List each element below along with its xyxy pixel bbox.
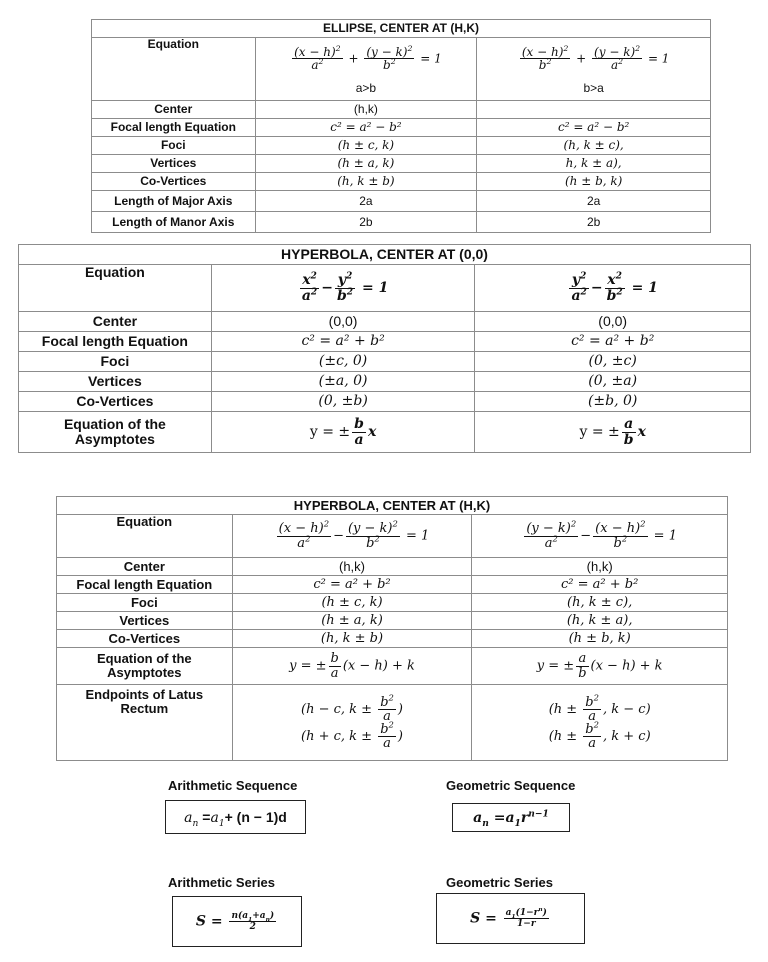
hyp0-covertices-b: (±b, 0) (475, 392, 751, 412)
geometric-sequence-formula: $a_n =a_1r^{n-1}$ (452, 803, 570, 832)
ellipse-minor-b: 2b (477, 212, 711, 233)
hyphk-focal-b: c² = a² + b² (472, 576, 728, 594)
hyphk-latus-label: Endpoints of Latus Rectum (57, 685, 233, 761)
hyp0-focal-b: c² = a² + b² (475, 332, 751, 352)
ellipse-minor-label: Length of Manor Axis (92, 212, 256, 233)
hyphk-latus-b: (h ± $\frac{b^2}{a}$ , k − c) (h ± $\frac{b^2}{a}$ , k + c) (472, 685, 728, 761)
ellipse-equation-a: $\frac{(x - h)^2}{a^2}$ + $\frac{(y - k)^2}{b^2}$ = 1 a>b (255, 38, 477, 101)
hyp0-foci-label: Foci (19, 352, 212, 372)
ellipse-foci-b: (h, k ± c), (477, 137, 711, 155)
hyphk-foci-a: (h ± c, k) (232, 594, 472, 612)
hyphk-equation-a: $\frac{(x - h)^2}{a^2}$ − $\frac{(y - k)^2}{b^2}$ = 1 (232, 515, 472, 558)
hyp0-covertices-a: (0, ±b) (211, 392, 475, 412)
hyphk-covertices-b: (h ± b, k) (472, 630, 728, 648)
hyp0-covertices-label: Co-Vertices (19, 392, 212, 412)
arithmetic-sequence-label: Arithmetic Sequence (168, 778, 298, 793)
ellipse-vertices-a: (h ± a, k) (255, 155, 477, 173)
ellipse-major-a: 2a (255, 191, 477, 212)
hyp0-focal-label: Focal length Equation (19, 332, 212, 352)
hyphk-focal-label: Focal length Equation (57, 576, 233, 594)
hyp0-center-label: Center (19, 312, 212, 332)
arithmetic-series-formula: S = $\frac{n(a_1+a_n)}{2}$ (172, 896, 302, 947)
hyp0-center-b: (0,0) (475, 312, 751, 332)
ellipse-center-a: (h,k) (255, 101, 477, 119)
hyphk-vertices-b: (h, k ± a), (472, 612, 728, 630)
geometric-series-formula: S = $\frac{a_1(1-r^n)}{1-r}$ (436, 893, 585, 944)
arithmetic-series-label: Arithmetic Series (168, 875, 275, 890)
hyphk-focal-a: c² = a² + b² (232, 576, 472, 594)
hyp0-center-a: (0,0) (211, 312, 475, 332)
hyp0-focal-a: c² = a² + b² (211, 332, 475, 352)
hyphk-center-a: (h,k) (232, 558, 472, 576)
hyp0-vertices-a: (±a, 0) (211, 372, 475, 392)
ellipse-cond-b: b>a (583, 80, 604, 95)
hyp0-title: HYPERBOLA, CENTER AT (0,0) (19, 245, 751, 265)
hyphk-asymptotes-b: y = ± $\frac{a}{b}$ (x − h) + k (472, 648, 728, 685)
ellipse-major-label: Length of Major Axis (92, 191, 256, 212)
hyp0-foci-b: (0, ±c) (475, 352, 751, 372)
hyp0-vertices-label: Vertices (19, 372, 212, 392)
ellipse-vertices-label: Vertices (92, 155, 256, 173)
ellipse-center-b (477, 101, 711, 119)
ellipse-covertices-label: Co-Vertices (92, 173, 256, 191)
hyphk-title: HYPERBOLA, CENTER AT (H,K) (57, 497, 728, 515)
hyp0-equation-b: $\frac{y^2}{a^2}$ − $\frac{x^2}{b^2}$ = 1 (475, 265, 751, 312)
hyphk-center-b: (h,k) (472, 558, 728, 576)
hyp0-asymptotes-b: y = ± $\frac{a}{b}$ x (475, 412, 751, 453)
hyphk-equation-b: $\frac{(y - k)^2}{a^2}$ − $\frac{(x - h)^2}{b^2}$ = 1 (472, 515, 728, 558)
ellipse-vertices-b: h, k ± a), (477, 155, 711, 173)
ellipse-foci-a: (h ± c, k) (255, 137, 477, 155)
hyphk-latus-a: (h − c, k ± $\frac{b^2}{a}$ ) (h + c, k ± $\frac{b^2}{a}$ ) (232, 685, 472, 761)
ellipse-center-label: Center (92, 101, 256, 119)
hyp0-equation-label: Equation (19, 265, 212, 312)
arithmetic-sequence-formula: $a_n =a_1+ (n - 1)d$ (165, 800, 306, 834)
geometric-sequence-label: Geometric Sequence (446, 778, 576, 793)
ellipse-focal-a: c² = a² − b² (255, 119, 477, 137)
hyphk-covertices-label: Co-Vertices (57, 630, 233, 648)
ellipse-equation-label: Equation (92, 38, 256, 101)
hyp0-foci-a: (±c, 0) (211, 352, 475, 372)
hyphk-vertices-a: (h ± a, k) (232, 612, 472, 630)
hyp0-equation-a: $\frac{x^2}{a^2}$ − $\frac{y^2}{b^2}$ = 1 (211, 265, 475, 312)
hyphk-vertices-label: Vertices (57, 612, 233, 630)
hyp0-asymptotes-label: Equation of the Asymptotes (19, 412, 212, 453)
hyp0-vertices-b: (0, ±a) (475, 372, 751, 392)
hyphk-foci-b: (h, k ± c), (472, 594, 728, 612)
ellipse-foci-label: Foci (92, 137, 256, 155)
ellipse-equation-b: $\frac{(x - h)^2}{b^2}$ + $\frac{(y - k)^2}{a^2}$ = 1 b>a (477, 38, 711, 101)
ellipse-cond-a: a>b (355, 80, 377, 95)
hyphk-asymptotes-label: Equation of the Asymptotes (57, 648, 233, 685)
hyphk-center-label: Center (57, 558, 233, 576)
ellipse-focal-b: c² = a² − b² (477, 119, 711, 137)
ellipse-covertices-a: (h, k ± b) (255, 173, 477, 191)
ellipse-title: ELLIPSE, CENTER AT (H,K) (92, 20, 711, 38)
ellipse-minor-a: 2b (255, 212, 477, 233)
hyp0-asymptotes-a: y = ± $\frac{b}{a}$ x (211, 412, 475, 453)
hyphk-equation-label: Equation (57, 515, 233, 558)
geometric-series-label: Geometric Series (446, 875, 553, 890)
ellipse-focal-label: Focal length Equation (92, 119, 256, 137)
hyphk-asymptotes-a: y = ± $\frac{b}{a}$ (x − h) + k (232, 648, 472, 685)
hyphk-covertices-a: (h, k ± b) (232, 630, 472, 648)
hyperbola-origin-table (18, 244, 751, 453)
ellipse-table (91, 19, 711, 233)
ellipse-major-b: 2a (477, 191, 711, 212)
hyperbola-hk-table (56, 496, 728, 761)
hyphk-foci-label: Foci (57, 594, 233, 612)
ellipse-covertices-b: (h ± b, k) (477, 173, 711, 191)
